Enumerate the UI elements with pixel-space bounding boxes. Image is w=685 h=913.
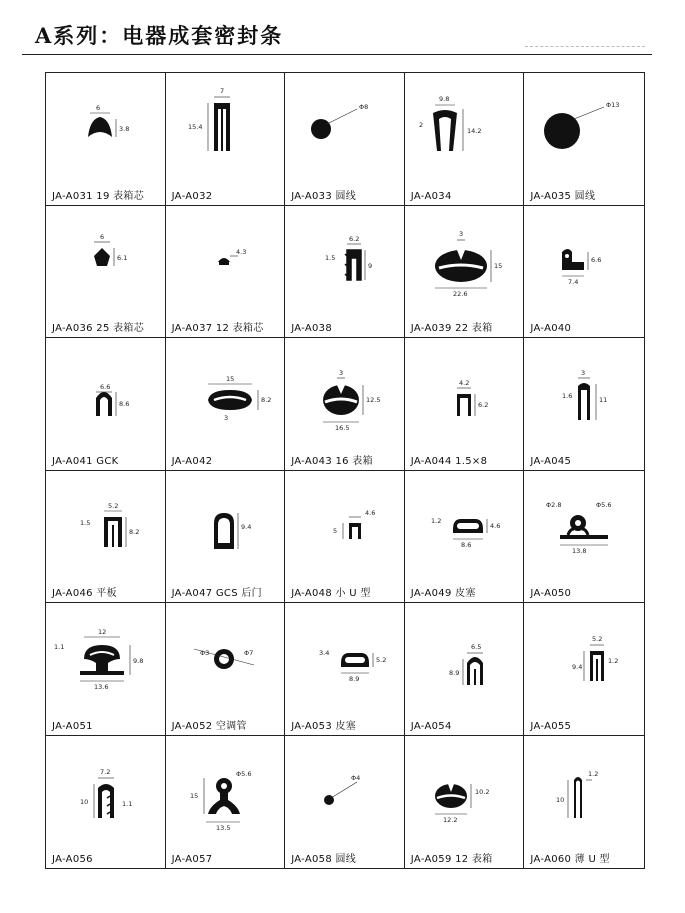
profile-drawing — [289, 742, 401, 842]
profile-drawing — [528, 212, 640, 312]
profile-drawing — [289, 212, 401, 312]
profile-drawing — [528, 79, 640, 179]
svg-text:10.2: 10.2 — [474, 787, 490, 796]
svg-text:1.6: 1.6 — [562, 392, 573, 400]
profile-drawing — [289, 79, 401, 179]
profile-drawing — [50, 79, 162, 179]
product-cell-a054 — [405, 603, 525, 736]
profile-drawing — [409, 79, 521, 179]
svg-text:7.4: 7.4 — [568, 277, 579, 286]
svg-text:13.5: 13.5 — [215, 823, 231, 832]
profile-drawing — [50, 344, 162, 444]
svg-text:11: 11 — [599, 396, 608, 404]
product-caption: JA-A043 16 表箱 — [291, 455, 373, 467]
profile-drawing — [170, 609, 282, 709]
profile-drawing — [528, 477, 640, 577]
product-cell-a040 — [524, 206, 644, 339]
product-cell-a045 — [524, 338, 644, 471]
svg-text:16.5: 16.5 — [335, 424, 350, 432]
svg-text:8.9: 8.9 — [448, 669, 460, 677]
svg-text:5.2: 5.2 — [376, 656, 387, 664]
svg-text:6.2: 6.2 — [477, 401, 489, 409]
product-cell-a043 — [285, 338, 405, 471]
svg-text:15: 15 — [189, 791, 198, 800]
product-cell-a039 — [405, 206, 525, 339]
svg-text:1.2: 1.2 — [588, 769, 599, 778]
profile-drawing — [289, 477, 401, 577]
product-cell-a052 — [166, 603, 286, 736]
svg-text:6.2: 6.2 — [349, 234, 360, 243]
profile-drawing — [50, 212, 162, 312]
product-caption: JA-A046 平板 — [52, 588, 117, 599]
product-cell-a059 — [405, 736, 525, 869]
svg-text:9.4: 9.4 — [572, 663, 583, 671]
title-decor-dash — [525, 46, 645, 48]
product-caption: JA-A059 12 表箱 — [410, 854, 493, 865]
product-caption: JA-A056 — [52, 854, 93, 865]
svg-text:3: 3 — [581, 369, 586, 377]
svg-text:8.2: 8.2 — [129, 527, 140, 536]
profile-drawing — [289, 609, 401, 709]
product-cell-a049 — [405, 471, 525, 604]
product-cell-a051 — [46, 603, 166, 736]
product-cell-a060 — [524, 736, 644, 869]
svg-text:12.2: 12.2 — [442, 815, 458, 824]
svg-text:5: 5 — [333, 526, 338, 535]
profile-drawing — [50, 609, 162, 709]
svg-text:4.6: 4.6 — [365, 508, 376, 517]
product-caption: JA-A033 圆线 — [291, 190, 357, 202]
svg-text:14.2: 14.2 — [466, 127, 482, 135]
product-caption: JA-A038 — [291, 323, 332, 334]
product-caption: JA-A032 — [171, 190, 213, 202]
product-cell-a050 — [524, 471, 644, 604]
product-cell-a033 — [285, 73, 405, 206]
svg-text:Φ4: Φ4 — [351, 773, 361, 782]
svg-text:7.2: 7.2 — [100, 767, 111, 776]
svg-text:9.4: 9.4 — [240, 522, 251, 531]
svg-text:12: 12 — [98, 628, 107, 636]
profile-drawing — [528, 742, 640, 842]
svg-text:15.4: 15.4 — [187, 123, 203, 131]
svg-text:9.8: 9.8 — [438, 95, 450, 103]
profile-drawing — [170, 742, 282, 842]
product-cell-a047 — [166, 471, 286, 604]
svg-text:9.8: 9.8 — [133, 657, 144, 665]
profile-drawing — [528, 609, 640, 709]
title-rule — [22, 54, 652, 55]
profile-drawing — [409, 344, 521, 444]
svg-text:1.2: 1.2 — [430, 516, 442, 525]
svg-text:Φ13: Φ13 — [606, 101, 620, 109]
product-caption: JA-A050 — [530, 588, 572, 599]
product-caption: JA-A057 — [171, 854, 213, 865]
profile-drawing — [170, 344, 282, 444]
svg-text:10: 10 — [556, 795, 565, 804]
product-caption: JA-A052 空调管 — [171, 720, 247, 732]
product-cell-a036 — [46, 206, 166, 339]
product-cell-a048 — [285, 471, 405, 604]
product-cell-a038 — [285, 206, 405, 339]
svg-text:1.1: 1.1 — [54, 643, 65, 651]
product-cell-a041 — [46, 338, 166, 471]
product-cell-a053 — [285, 603, 405, 736]
profile-drawing — [409, 212, 521, 312]
svg-text:1.5: 1.5 — [80, 518, 91, 527]
svg-text:1.5: 1.5 — [325, 253, 336, 262]
product-caption: JA-A037 12 表箱芯 — [171, 323, 264, 334]
product-cell-a031 — [46, 73, 166, 206]
product-caption: JA-A045 — [530, 455, 572, 467]
product-caption: JA-A047 GCS 后门 — [171, 588, 262, 599]
svg-text:3: 3 — [223, 414, 228, 422]
svg-text:1.1: 1.1 — [122, 799, 133, 808]
svg-text:5.2: 5.2 — [108, 501, 119, 510]
svg-text:4.6: 4.6 — [489, 521, 501, 530]
product-caption: JA-A051 — [52, 720, 93, 732]
svg-text:2: 2 — [418, 121, 423, 129]
profile-drawing — [170, 79, 282, 179]
svg-text:1.2: 1.2 — [608, 657, 619, 665]
product-caption: JA-A055 — [530, 720, 572, 732]
svg-text:Φ5.6: Φ5.6 — [596, 500, 612, 509]
svg-text:8.6: 8.6 — [119, 400, 130, 408]
svg-text:8.9: 8.9 — [349, 675, 360, 683]
product-caption: JA-A058 圆线 — [291, 854, 357, 865]
svg-text:15: 15 — [493, 261, 503, 270]
product-cell-a055 — [524, 603, 644, 736]
product-cell-a032 — [166, 73, 286, 206]
svg-text:6.1: 6.1 — [117, 253, 128, 262]
profile-drawing — [409, 609, 521, 709]
profile-drawing — [409, 477, 521, 577]
svg-text:3: 3 — [339, 369, 344, 377]
svg-text:4.3: 4.3 — [235, 247, 246, 256]
svg-text:Φ8: Φ8 — [359, 103, 369, 111]
svg-text:Φ5.6: Φ5.6 — [235, 769, 252, 778]
svg-text:8.2: 8.2 — [260, 396, 271, 404]
svg-text:Φ3: Φ3 — [199, 649, 209, 657]
profile-drawing — [50, 477, 162, 577]
svg-text:6.5: 6.5 — [470, 643, 482, 651]
product-cell-a056 — [46, 736, 166, 869]
svg-text:4.2: 4.2 — [458, 379, 470, 387]
svg-text:10: 10 — [80, 797, 89, 806]
product-caption: JA-A049 皮塞 — [410, 588, 476, 599]
product-caption: JA-A044 1.5×8 — [410, 455, 488, 467]
product-cell-a058 — [285, 736, 405, 869]
product-cell-a037 — [166, 206, 286, 339]
svg-text:5.2: 5.2 — [592, 635, 603, 643]
product-caption: JA-A041 GCK — [52, 455, 119, 467]
product-cell-a042 — [166, 338, 286, 471]
product-caption: JA-A042 — [171, 455, 213, 467]
product-cell-a046 — [46, 471, 166, 604]
svg-text:3.8: 3.8 — [119, 125, 130, 133]
profile-drawing — [170, 477, 282, 577]
svg-text:6.6: 6.6 — [100, 383, 111, 391]
product-caption: JA-A036 25 表箱芯 — [52, 323, 144, 334]
svg-text:6: 6 — [100, 232, 105, 241]
svg-text:3: 3 — [458, 229, 463, 238]
svg-text:3.4: 3.4 — [319, 649, 330, 657]
svg-text:6: 6 — [96, 104, 101, 112]
svg-text:6.6: 6.6 — [591, 255, 602, 264]
profile-drawing — [50, 742, 162, 842]
svg-text:Φ2.8: Φ2.8 — [546, 500, 562, 509]
profile-drawing — [289, 344, 401, 444]
svg-text:22.6: 22.6 — [452, 289, 468, 298]
svg-text:9: 9 — [368, 261, 373, 270]
product-caption: JA-A039 22 表箱 — [410, 323, 493, 334]
page-title: A系列：电器成套密封条 — [35, 23, 284, 48]
product-caption: JA-A053 皮塞 — [291, 720, 357, 732]
product-caption: JA-A048 小 U 型 — [291, 588, 371, 599]
svg-text:Φ7: Φ7 — [243, 649, 253, 657]
product-cell-a044 — [405, 338, 525, 471]
svg-text:15: 15 — [225, 375, 234, 383]
svg-text:13.8: 13.8 — [572, 546, 587, 555]
profile-drawing — [170, 212, 282, 312]
svg-text:12.5: 12.5 — [366, 396, 381, 404]
product-cell-a057 — [166, 736, 286, 869]
product-cell-a034 — [405, 73, 525, 206]
profile-drawing — [409, 742, 521, 842]
product-caption: JA-A034 — [410, 190, 452, 202]
svg-text:8.6: 8.6 — [460, 540, 472, 549]
product-caption: JA-A054 — [410, 720, 452, 732]
product-caption: JA-A040 — [530, 323, 572, 334]
product-caption: JA-A035 圆线 — [530, 190, 596, 202]
svg-text:7: 7 — [219, 87, 224, 95]
product-caption: JA-A031 19 表箱芯 — [52, 190, 144, 202]
product-cell-a035 — [524, 73, 644, 206]
product-caption: JA-A060 薄 U 型 — [530, 854, 610, 865]
product-grid — [45, 72, 645, 869]
svg-text:13.6: 13.6 — [94, 683, 109, 691]
profile-drawing — [528, 344, 640, 444]
